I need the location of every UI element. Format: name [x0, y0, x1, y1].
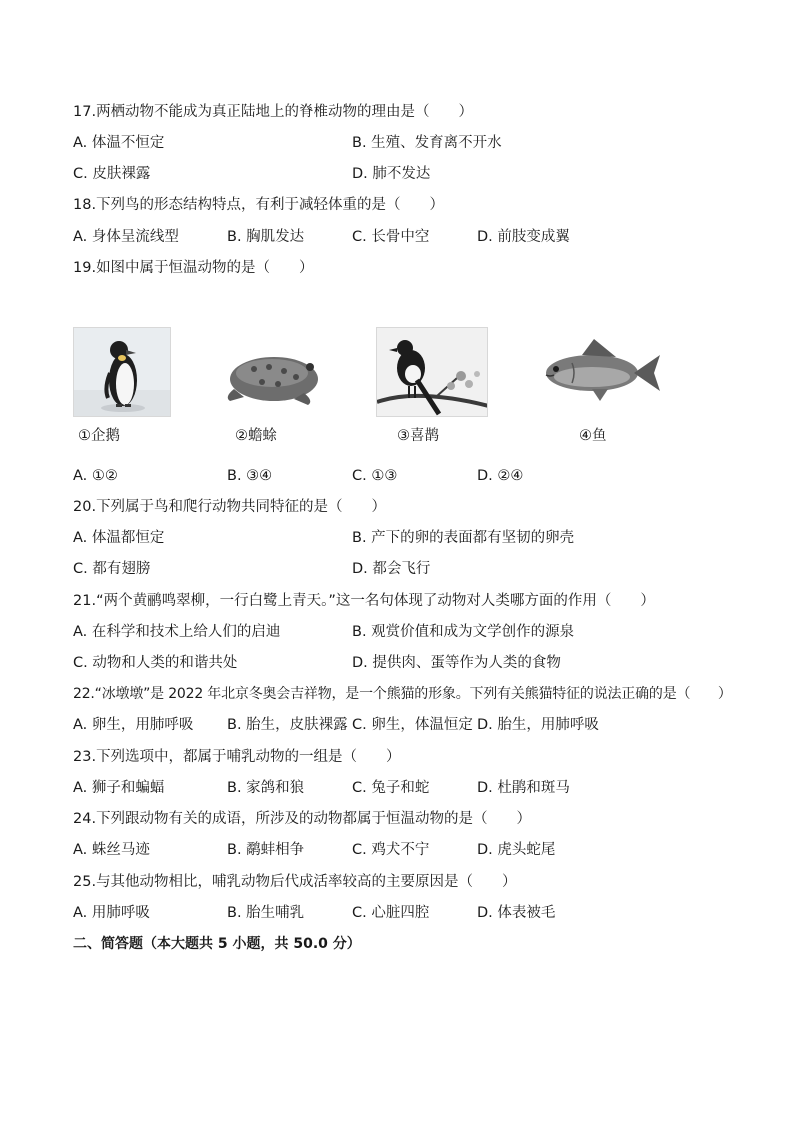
question-number: 25.	[73, 874, 97, 890]
q22-option-c: C. 卵生，体温恒定	[352, 717, 473, 733]
q20-option-b: B. 产下的卵的表面都有坚韧的卵壳	[352, 530, 575, 546]
q22-option-b: B. 胎生，皮肤裸露	[227, 717, 348, 733]
question-21-stem	[73, 591, 655, 611]
question-text: 与其他动物相比，哺乳动物后代成活率较高的主要原因是（ ）	[96, 874, 517, 890]
q25-option-b: B. 胎生哺乳	[227, 905, 305, 921]
q20-option-c: C. 都有翅膀	[73, 561, 151, 577]
question-number: 20.	[73, 499, 97, 515]
question-number: 23.	[73, 749, 97, 765]
section-heading: 二、简答题（本大题共 5 小题，共 50.0 分）	[73, 936, 361, 952]
q21-option-d: D. 提供肉、蛋等作为人类的食物	[352, 655, 561, 671]
question-text: 两栖动物不能成为真正陆地上的脊椎动物的理由是（ ）	[96, 104, 474, 120]
question-19-stem	[73, 258, 314, 278]
figure-caption-penguin: ①企鹅	[78, 428, 120, 444]
q17-option-d: D. 肺不发达	[352, 166, 431, 182]
question-18-stem	[73, 195, 444, 215]
toad-figure	[214, 327, 326, 417]
q24-option-b: B. 鹬蚌相争	[227, 842, 305, 858]
figure-caption-fish: ④鱼	[579, 428, 607, 444]
q17-option-c: C. 皮肤裸露	[73, 166, 151, 182]
q22-option-d: D. 胎生，用肺呼吸	[477, 717, 599, 733]
q25-option-d: D. 体表被毛	[477, 905, 556, 921]
question-20-stem	[73, 497, 386, 517]
q24-option-d: D. 虎头蛇尾	[477, 842, 556, 858]
q20-option-a: A. 体温都恒定	[73, 530, 165, 546]
question-number: 24.	[73, 811, 97, 827]
q23-option-d: D. 杜鹃和斑马	[477, 780, 570, 796]
question-text: 下列鸟的形态结构特点，有利于减轻体重的是（ ）	[96, 197, 445, 213]
q25-option-c: C. 心脏四腔	[352, 905, 430, 921]
question-number: 17.	[73, 104, 97, 120]
question-text: 下列跟动物有关的成语，所涉及的动物都属于恒温动物的是（ ）	[96, 811, 532, 827]
q25-option-a: A. 用肺呼吸	[73, 905, 150, 921]
toad-icon	[214, 327, 326, 417]
question-text: 下列属于鸟和爬行动物共同特征的是（ ）	[96, 499, 387, 515]
q20-option-d: D. 都会飞行	[352, 561, 431, 577]
question-text: 下列选项中，都属于哺乳动物的一组是（ ）	[96, 749, 401, 765]
question-text: “两个黄鹂鸣翠柳，一行白鹭上青天。”这一名句体现了动物对人类哪方面的作用（ ）	[96, 593, 655, 609]
figure-caption-toad: ②蟾蜍	[235, 428, 277, 444]
q21-option-a: A. 在科学和技术上给人们的启迪	[73, 624, 281, 640]
question-number: 18.	[73, 197, 97, 213]
q21-option-b: B. 观赏价值和成为文学创作的源泉	[352, 624, 575, 640]
question-text: 如图中属于恒温动物的是（ ）	[96, 260, 314, 276]
q23-option-c: C. 兔子和蛇	[352, 780, 430, 796]
fish-icon	[532, 327, 662, 417]
q18-option-c: C. 长骨中空	[352, 229, 430, 245]
question-number: 21.	[73, 593, 97, 609]
figure-caption-magpie: ③喜鹊	[397, 428, 439, 444]
penguin-icon	[74, 328, 171, 417]
question-number: 19.	[73, 260, 97, 276]
penguin-figure	[73, 327, 171, 417]
q19-option-b: B. ③④	[227, 468, 273, 484]
q18-option-b: B. 胸肌发达	[227, 229, 305, 245]
question-17-stem	[73, 102, 473, 122]
fish-figure	[532, 327, 662, 417]
q19-option-d: D. ②④	[477, 468, 524, 484]
question-25-stem	[73, 872, 517, 892]
q22-option-a: A. 卵生，用肺呼吸	[73, 717, 194, 733]
q24-option-c: C. 鸡犬不宁	[352, 842, 430, 858]
q17-option-a: A. 体温不恒定	[73, 135, 165, 151]
question-23-stem	[73, 747, 401, 767]
q21-option-c: C. 动物和人类的和谐共处	[73, 655, 238, 671]
question-24-stem	[73, 809, 531, 829]
question-number: 22.	[73, 686, 95, 702]
q17-option-b: B. 生殖、发育离不开水	[352, 135, 502, 151]
q18-option-a: A. 身体呈流线型	[73, 229, 179, 245]
q23-option-b: B. 家鸽和狼	[227, 780, 305, 796]
magpie-figure	[376, 327, 488, 417]
q18-option-d: D. 前肢变成翼	[477, 229, 570, 245]
question-text: “冰墩墩”是 2022 年北京冬奥会吉祥物，是一个熊猫的形象。下列有关熊猫特征的说法正确的是（ ）	[94, 686, 732, 702]
question-22-stem	[73, 684, 732, 704]
q19-option-c: C. ①③	[352, 468, 398, 484]
q19-option-a: A. ①②	[73, 468, 118, 484]
q24-option-a: A. 蛛丝马迹	[73, 842, 150, 858]
q23-option-a: A. 狮子和蝙蝠	[73, 780, 165, 796]
magpie-icon	[377, 328, 488, 417]
